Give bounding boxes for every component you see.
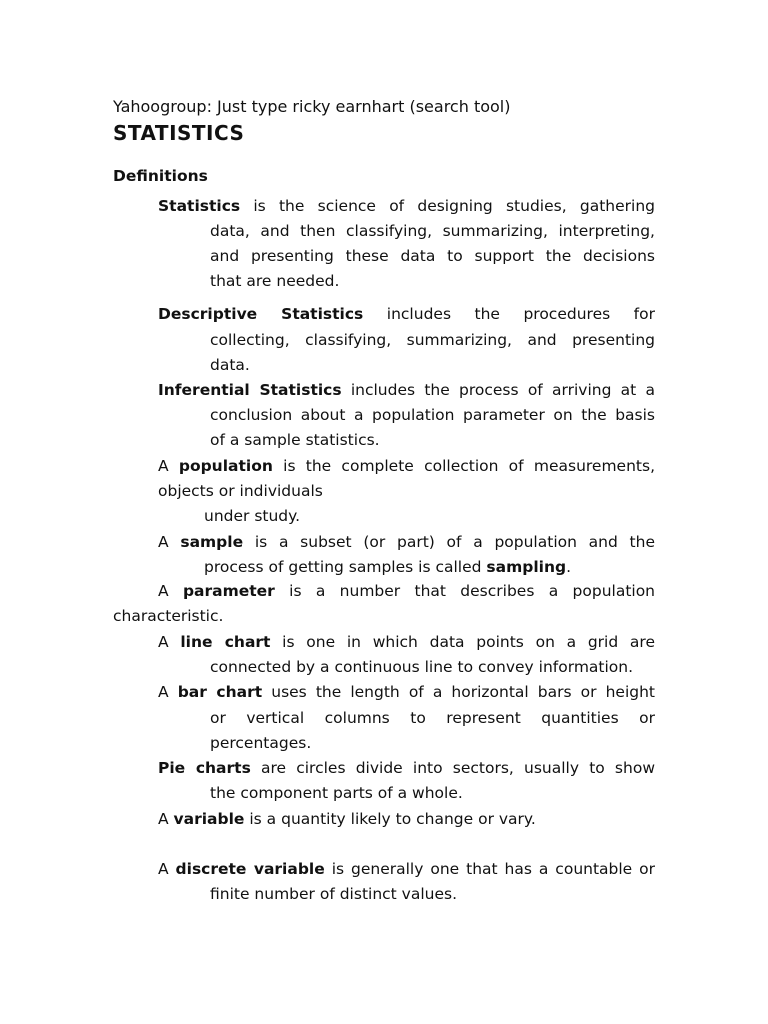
definition-variable-line-1: A variable is a quantity likely to change or vary.: [158, 810, 536, 828]
term-bar-chart: bar chart: [177, 683, 263, 701]
definition-parameter-line-2: characteristic.: [113, 607, 224, 625]
term-descriptive-statistics: Descriptive Statistics: [158, 305, 364, 323]
definition-statistics-line-3: and presenting these data to support the decisions: [210, 247, 655, 265]
definition-discrete-variable-line-1: A discrete variable is generally one that has a countable or: [158, 860, 656, 878]
definition-descriptive-statistics-line-3: data.: [210, 356, 250, 374]
definition-discrete-variable-line-2: finite number of distinct values.: [210, 885, 458, 903]
definition-sample-line-2: process of getting samples is called sampling.: [204, 558, 572, 576]
definition-bar-chart-line-1: A bar chart uses the length of a horizontal bars or height: [158, 683, 655, 701]
definition-pie-charts-line-2: the component parts of a whole.: [210, 784, 463, 802]
term-statistics: Statistics: [158, 197, 241, 215]
term-sample: sample: [180, 533, 244, 551]
definition-bar-chart-line-3: percentages.: [210, 734, 312, 752]
definition-population-line-2: objects or individuals: [158, 482, 323, 500]
definition-descriptive-statistics-line-2: collecting, classifying, summarizing, and presenting: [210, 331, 655, 349]
definition-bar-chart-line-2: or vertical columns to represent quantities or: [210, 709, 655, 727]
definition-statistics-line-4: that are needed.: [210, 272, 340, 290]
definition-parameter-line-1: A parameter is a number that describes a population: [158, 582, 656, 600]
definition-inferential-statistics-line-3: of a sample statistics.: [210, 431, 380, 449]
section-heading: Definitions: [113, 167, 208, 185]
term-variable: variable: [173, 810, 245, 828]
term-population: population: [178, 457, 273, 475]
definition-pie-charts-line-1: Pie charts are circles divide into sectors, usually to show: [158, 759, 655, 777]
definition-population-line-1: A population is the complete collection of measurements,: [158, 457, 655, 475]
term-sampling: sampling: [486, 558, 567, 576]
definition-statistics-line-2: data, and then classifying, summarizing, interpreting,: [210, 222, 655, 240]
definition-line-chart-line-2: connected by a continuous line to convey information.: [210, 658, 634, 676]
term-discrete-variable: discrete variable: [175, 860, 325, 878]
definition-inferential-statistics-line-2: conclusion about a population parameter on the basis: [210, 406, 655, 424]
term-pie-charts: Pie charts: [158, 759, 251, 777]
term-line-chart: line chart: [180, 633, 271, 651]
definition-statistics-line-1: Statistics is the science of designing studies, gathering: [158, 197, 655, 215]
definition-population-line-3: under study.: [204, 507, 301, 525]
definition-descriptive-statistics-line-1: Descriptive Statistics includes the procedures for: [158, 305, 655, 323]
definition-inferential-statistics-line-1: Inferential Statistics includes the process of arriving at a: [158, 381, 656, 399]
term-parameter: parameter: [182, 582, 275, 600]
definition-sample-line-1: A sample is a subset (or part) of a population and the: [158, 533, 655, 551]
header-note: Yahoogroup: Just type ricky earnhart (search tool): [113, 97, 511, 116]
term-inferential-statistics: Inferential Statistics: [158, 381, 342, 399]
document-title: STATISTICS: [113, 121, 245, 145]
definition-line-chart-line-1: A line chart is one in which data points on a grid are: [158, 633, 655, 651]
